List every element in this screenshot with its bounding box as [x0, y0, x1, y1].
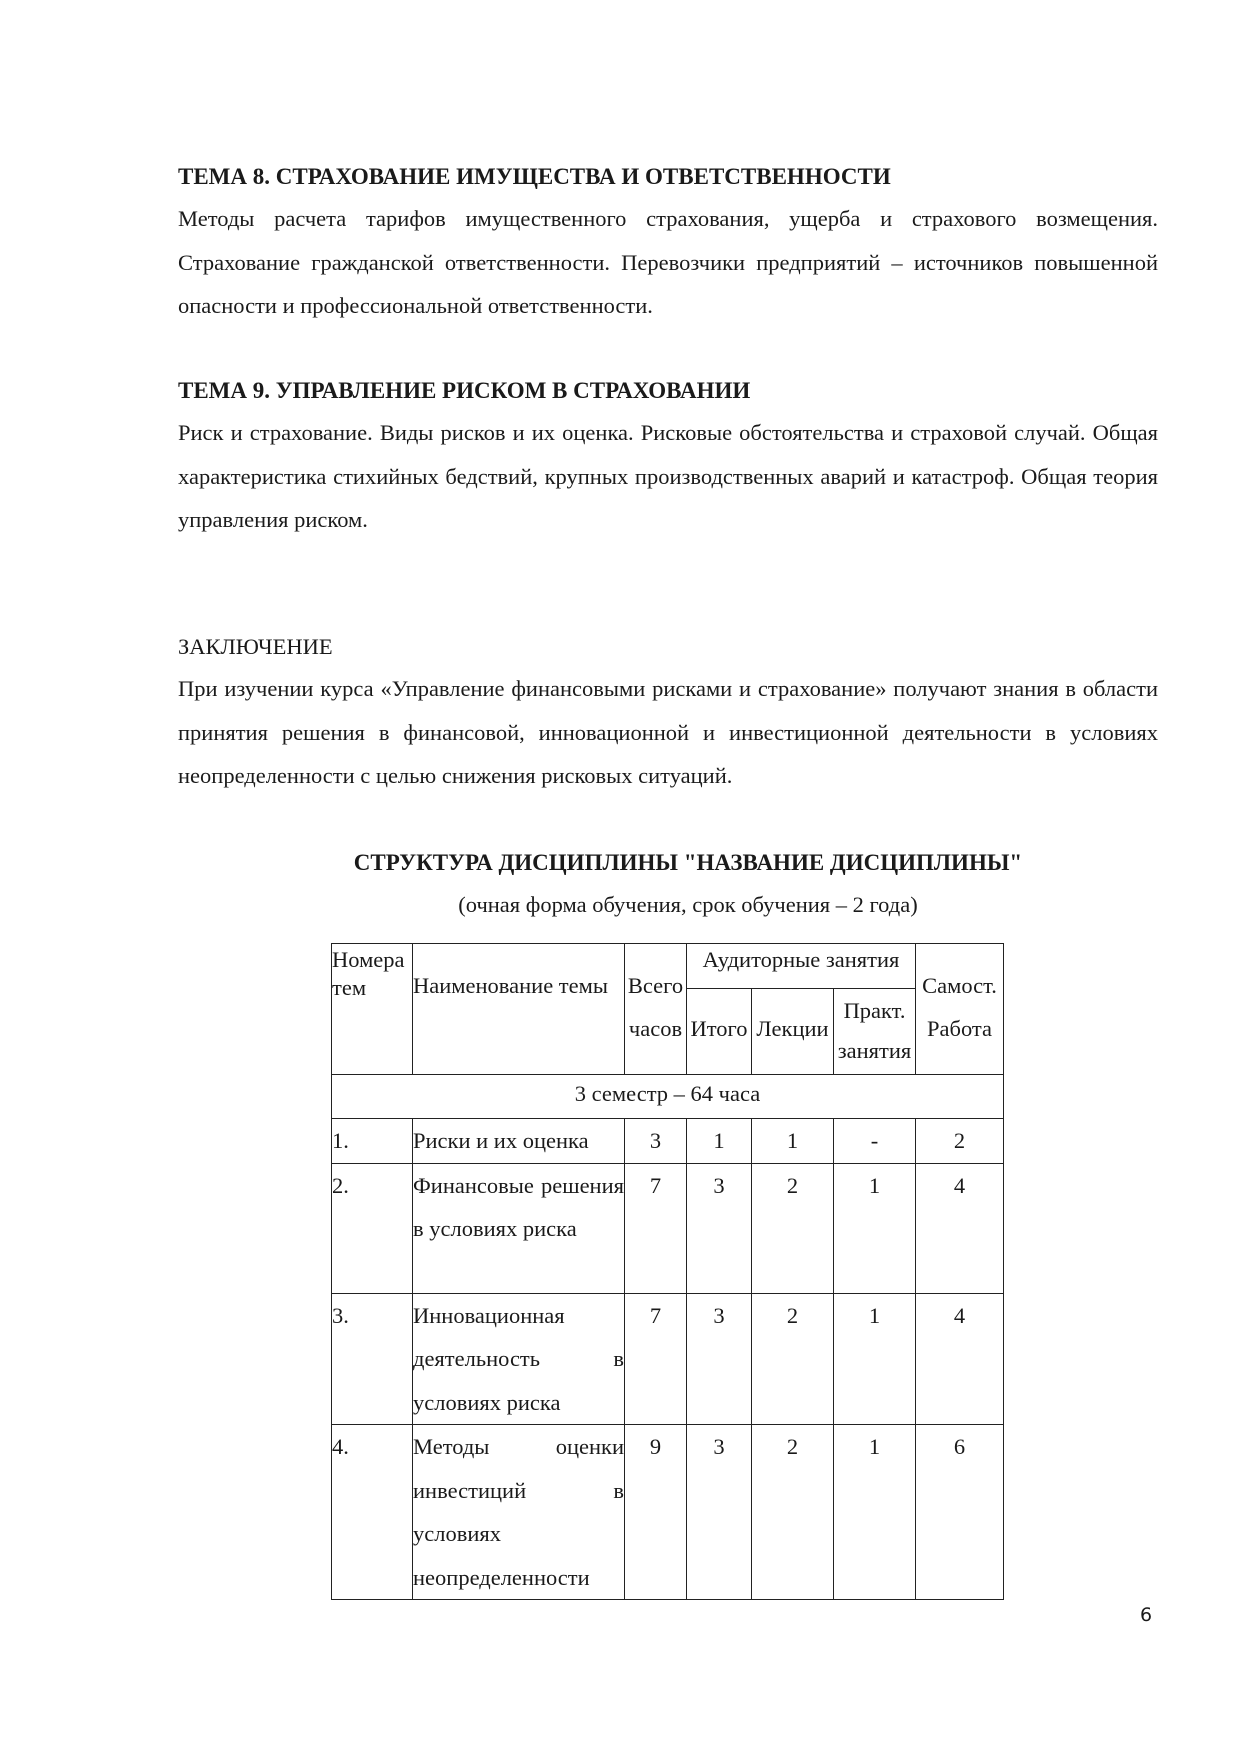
conclusion-heading: ЗАКЛЮЧЕНИЕ [178, 634, 333, 659]
header-total-hours: Всего часов [625, 944, 687, 1075]
row-self: 4 [916, 1163, 1004, 1293]
row-practical: 1 [834, 1163, 916, 1293]
header-itogo: Итого [687, 989, 752, 1075]
row-total: 9 [625, 1425, 687, 1600]
header-topic-name: Наименование темы [413, 944, 625, 1075]
row-topic-name: Риски и их оценка [413, 1119, 625, 1164]
table-row [332, 1163, 1004, 1293]
row-self: 6 [916, 1425, 1004, 1600]
row-self: 4 [916, 1293, 1004, 1425]
row-number: 1. [332, 1119, 413, 1164]
header-topic-number: Номера тем [332, 944, 413, 1075]
row-total: 3 [625, 1119, 687, 1164]
page-number: 6 [1140, 1604, 1153, 1626]
row-number: 4. [332, 1425, 413, 1600]
header-auditorium: Аудиторные занятия [687, 944, 916, 989]
section-9-text: Риск и страхование. Виды рисков и их оценка. Рисковые обстоятельства и страховой случай. Общая характеристика стихийных бедствий, крупных производственных аварий и катастроф. Общая теория управления риском. [178, 420, 1158, 532]
conclusion-text: При изучении курса «Управление финансовыми рисками и страхование» получают знания в области принятия решения в финансовой, инновационной и инвестиционной деятельности в условиях неопределенности с целью снижения рисковых ситуаций. [178, 676, 1158, 788]
semester-row: 3 семестр – 64 часа [332, 1075, 1004, 1119]
discipline-structure-table [331, 943, 1004, 1600]
row-practical: - [834, 1119, 916, 1164]
row-itogo: 3 [687, 1163, 752, 1293]
row-number: 3. [332, 1293, 413, 1425]
row-practical: 1 [834, 1425, 916, 1600]
table-row [332, 1119, 1004, 1164]
header-practical: Практ. занятия [834, 989, 916, 1075]
table-row [332, 1425, 1004, 1600]
row-lectures: 2 [752, 1163, 834, 1293]
row-itogo: 1 [687, 1119, 752, 1164]
row-itogo: 3 [687, 1293, 752, 1425]
row-lectures: 2 [752, 1425, 834, 1600]
table-subtitle: (очная форма обучения, срок обучения – 2 года) [458, 892, 918, 917]
row-total: 7 [625, 1163, 687, 1293]
header-lectures: Лекции [752, 989, 834, 1075]
row-total: 7 [625, 1293, 687, 1425]
row-practical: 1 [834, 1293, 916, 1425]
table-row [332, 1293, 1004, 1425]
row-number: 2. [332, 1163, 413, 1293]
section-9-heading: ТЕМА 9. УПРАВЛЕНИЕ РИСКОМ В СТРАХОВАНИИ [178, 378, 751, 403]
table-title: СТРУКТУРА ДИСЦИПЛИНЫ "НАЗВАНИЕ ДИСЦИПЛИНЫ" [353, 850, 1023, 875]
row-itogo: 3 [687, 1425, 752, 1600]
row-topic-name: Финансовые решения в условиях риска [413, 1163, 625, 1293]
row-topic-name: Инновационная деятельность в условиях риска [413, 1293, 625, 1425]
row-topic-name: Методы оценки инвестиций в условиях неопределенности [413, 1425, 625, 1600]
section-8-heading: ТЕМА 8. СТРАХОВАНИЕ ИМУЩЕСТВА И ОТВЕТСТВЕННОСТИ [178, 164, 891, 189]
header-self-study: Самост. Работа [916, 944, 1004, 1075]
row-lectures: 2 [752, 1293, 834, 1425]
row-lectures: 1 [752, 1119, 834, 1164]
section-8-text: Методы расчета тарифов имущественного страхования, ущерба и страхового возмещения. Страхование гражданской ответственности. Перевозчики предприятий – источников повышенной опасности и профессиональной ответственности. [178, 206, 1158, 318]
row-self: 2 [916, 1119, 1004, 1164]
